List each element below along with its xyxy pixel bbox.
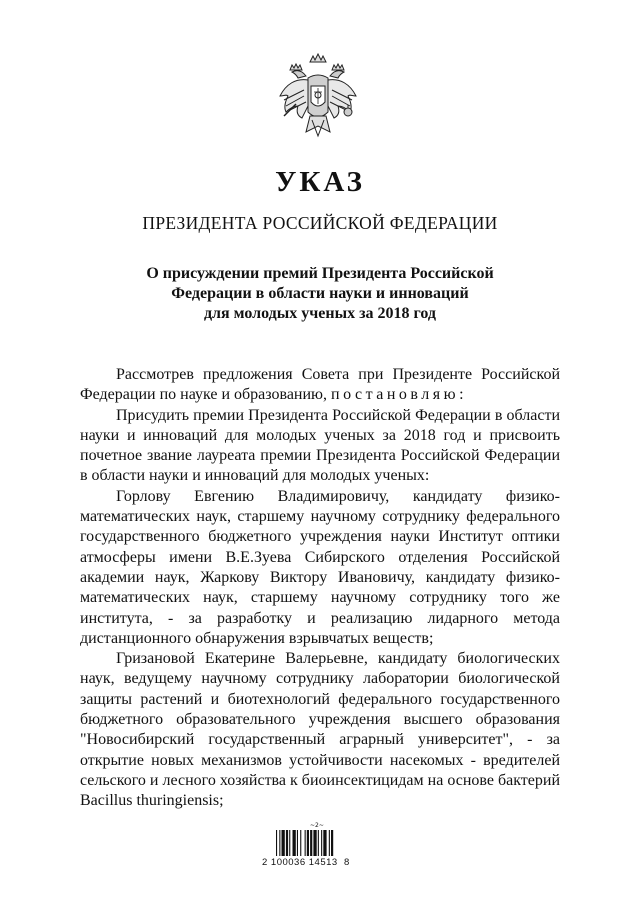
coat-of-arms-icon xyxy=(276,50,360,142)
barcode-bar xyxy=(323,830,326,856)
decree-heading xyxy=(110,264,530,324)
barcode-bar xyxy=(305,830,306,856)
punctuation: : xyxy=(459,386,464,404)
heading-line: О присуждении премий Президента Российской xyxy=(146,265,494,282)
paragraph-text: Рассмотрев предложения Совета при Президенте Российской Федерации по науке и образованию, xyxy=(80,366,560,404)
barcode-bar xyxy=(313,830,316,856)
barcode-top-label: ~2~ xyxy=(310,822,324,829)
barcode-bar xyxy=(289,830,290,856)
heading-line: Федерации в области науки и инноваций xyxy=(171,285,469,302)
barcode-bar xyxy=(297,830,298,856)
barcode-number: 2 100036 14513 8 xyxy=(262,857,350,868)
barcode-bar xyxy=(321,830,322,856)
barcode-icon xyxy=(276,830,356,856)
paragraph: Присудить премии Президента Российской Федерации в области науки и инноваций для молодых ученых за 2018 год и присвоить почетное звание лауреата премии Президента Российской Федерации в области науки и инноваций для молодых ученых: xyxy=(80,406,560,485)
barcode-block xyxy=(262,822,378,868)
barcode-bar xyxy=(286,830,288,856)
spaced-word: постановляю xyxy=(331,386,460,404)
heading-line: для молодых ученых за 2018 год xyxy=(203,305,437,322)
barcode-bar xyxy=(282,830,285,856)
barcode-bar xyxy=(300,830,301,856)
document-subtitle: ПРЕЗИДЕНТА РОССИЙСКОЙ ФЕДЕРАЦИИ xyxy=(142,213,498,233)
barcode-bar xyxy=(307,830,309,856)
barcode-bar xyxy=(331,830,333,856)
paragraph xyxy=(80,365,560,406)
barcode-bar xyxy=(318,830,319,856)
barcode-bar xyxy=(276,830,277,856)
barcode-bar xyxy=(293,830,296,856)
barcode-bar xyxy=(310,830,312,856)
decree-body xyxy=(80,365,560,812)
barcode-bar xyxy=(329,830,330,856)
barcode-bar xyxy=(279,830,280,856)
document-title: УКАЗ xyxy=(275,166,365,198)
paragraph: Горлову Евгению Владимировичу, кандидату физико-математических наук, старшему научному сотруднику федерального государственного бюджетного учреждения науки Институт оптики атмосферы имени В.Е.Зуева Сибирского отделения Российской академии наук, Жаркову Виктору Ивановичу, кандидату физико-математических наук, старшему научному сотруднику того же института, - за разработку и реализацию лидарного метода дистанционного обнаружения взрывчатых веществ; xyxy=(80,487,560,647)
paragraph: Гризановой Екатерине Валерьевне, кандидату биологических наук, ведущему научному сотруднику лаборатории биологической защиты растений и биотехнологий федерального государственного бюджетного образовательного учреждения высшего образования "Новосибирский государственный аграрный университет", - за открытие новых механизмов устойчивости насекомых - вредителей сельского и лесного хозяйства к биоинсектицидам на основе бактерий Bacillus thuringiensis; xyxy=(80,650,560,810)
